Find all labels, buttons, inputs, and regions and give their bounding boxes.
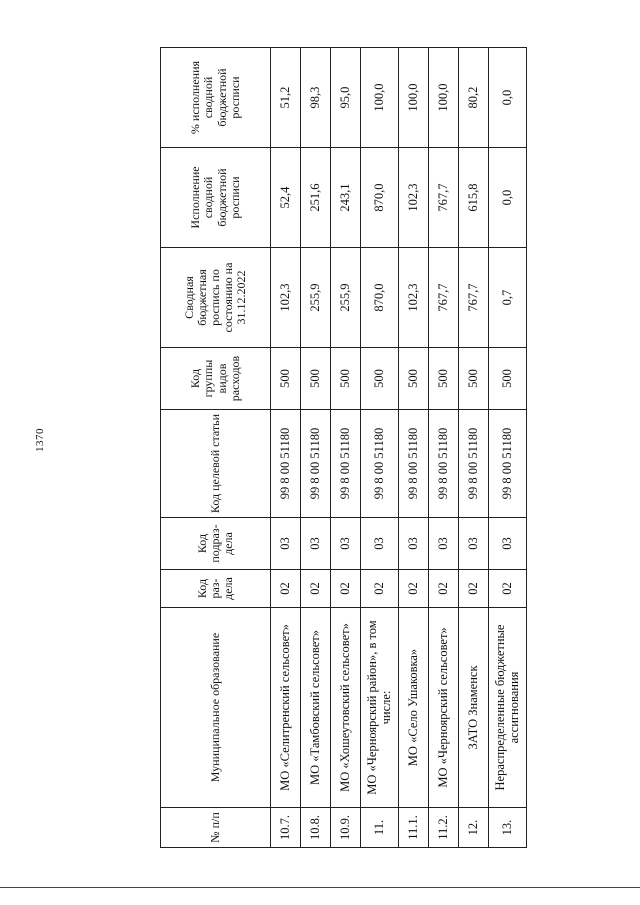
header-target: Код целевой статьи (161, 410, 271, 518)
cell-section: 02 (271, 570, 301, 608)
cell-section: 02 (459, 570, 489, 608)
cell-num: 12. (459, 808, 489, 848)
cell-expense-group: 500 (301, 348, 331, 410)
header-percent: % исполнения сводной бюджетной росписи (161, 48, 271, 148)
page-bottom-rule (0, 887, 640, 888)
header-subsection: Код подраз- дела (161, 518, 271, 570)
cell-subsection: 03 (429, 518, 459, 570)
cell-target: 99 8 00 51180 (399, 410, 429, 518)
cell-percent: 98,3 (301, 48, 331, 148)
header-section: Код раз- дела (161, 570, 271, 608)
cell-name: ЗАТО Знаменск (459, 608, 489, 808)
table-header-row (161, 48, 271, 848)
cell-expense-group: 500 (271, 348, 301, 410)
cell-subsection: 03 (459, 518, 489, 570)
cell-section: 02 (429, 570, 459, 608)
cell-execution: 52,4 (271, 148, 301, 248)
cell-num: 11. (361, 808, 399, 848)
cell-name: МО «Село Ушаковка» (399, 608, 429, 808)
cell-execution: 767,7 (429, 148, 459, 248)
cell-target: 99 8 00 51180 (429, 410, 459, 518)
header-name: Муниципальное образование (161, 608, 271, 808)
cell-percent: 100,0 (429, 48, 459, 148)
cell-execution: 0,0 (489, 148, 527, 248)
header-expense-group: Код группы видов расходов (161, 348, 271, 410)
cell-section: 02 (399, 570, 429, 608)
cell-name: МО «Черноярский район», в том числе: (361, 608, 399, 808)
cell-percent: 0,0 (489, 48, 527, 148)
cell-target: 99 8 00 51180 (301, 410, 331, 518)
table-row (489, 48, 527, 848)
header-budget-list: Сводная бюджетная роспись по состоянию на 31.12.2022 (161, 248, 271, 348)
cell-subsection: 03 (361, 518, 399, 570)
cell-section: 02 (301, 570, 331, 608)
cell-percent: 80,2 (459, 48, 489, 148)
cell-budget-list: 767,7 (459, 248, 489, 348)
cell-target: 99 8 00 51180 (361, 410, 399, 518)
cell-execution: 243,1 (331, 148, 361, 248)
header-execution: Исполнение сводной бюджетной росписи (161, 148, 271, 248)
page-number: 1370 (34, 428, 46, 452)
cell-execution: 870,0 (361, 148, 399, 248)
cell-budget-list: 102,3 (399, 248, 429, 348)
cell-section: 02 (489, 570, 527, 608)
cell-execution: 615,8 (459, 148, 489, 248)
cell-budget-list: 102,3 (271, 248, 301, 348)
cell-execution: 251,6 (301, 148, 331, 248)
cell-name: МО «Тамбовский сельсовет» (301, 608, 331, 808)
cell-subsection: 03 (331, 518, 361, 570)
cell-name: МО «Черноярский сельсовет» (429, 608, 459, 808)
cell-num: 10.9. (331, 808, 361, 848)
cell-budget-list: 0,7 (489, 248, 527, 348)
cell-budget-list: 255,9 (331, 248, 361, 348)
cell-expense-group: 500 (459, 348, 489, 410)
cell-subsection: 03 (271, 518, 301, 570)
cell-expense-group: 500 (361, 348, 399, 410)
cell-execution: 102,3 (399, 148, 429, 248)
table-row (459, 48, 489, 848)
table-row (429, 48, 459, 848)
cell-section: 02 (331, 570, 361, 608)
cell-num: 10.7. (271, 808, 301, 848)
cell-target: 99 8 00 51180 (271, 410, 301, 518)
cell-num: 11.2. (429, 808, 459, 848)
cell-expense-group: 500 (489, 348, 527, 410)
cell-budget-list: 767,7 (429, 248, 459, 348)
cell-target: 99 8 00 51180 (331, 410, 361, 518)
cell-subsection: 03 (301, 518, 331, 570)
cell-name: МО «Селитренский сельсовет» (271, 608, 301, 808)
table-row (331, 48, 361, 848)
cell-num: 13. (489, 808, 527, 848)
cell-percent: 51,2 (271, 48, 301, 148)
cell-target: 99 8 00 51180 (459, 410, 489, 518)
table-row (361, 48, 399, 848)
cell-section: 02 (361, 570, 399, 608)
table-row (301, 48, 331, 848)
cell-expense-group: 500 (429, 348, 459, 410)
rotated-table-container (160, 48, 521, 848)
table-row (271, 48, 301, 848)
table-row (399, 48, 429, 848)
cell-num: 10.8. (301, 808, 331, 848)
cell-expense-group: 500 (399, 348, 429, 410)
cell-budget-list: 255,9 (301, 248, 331, 348)
cell-name: Нераспределенные бюджетные ассигнования (489, 608, 527, 808)
cell-target: 99 8 00 51180 (489, 410, 527, 518)
cell-num: 11.1. (399, 808, 429, 848)
cell-name: МО «Хошеутовский сельсовет» (331, 608, 361, 808)
cell-percent: 100,0 (361, 48, 399, 148)
cell-percent: 100,0 (399, 48, 429, 148)
header-num: № п/п (161, 808, 271, 848)
cell-subsection: 03 (399, 518, 429, 570)
cell-budget-list: 870,0 (361, 248, 399, 348)
cell-expense-group: 500 (331, 348, 361, 410)
cell-subsection: 03 (489, 518, 527, 570)
cell-percent: 95,0 (331, 48, 361, 148)
budget-table (160, 47, 527, 848)
